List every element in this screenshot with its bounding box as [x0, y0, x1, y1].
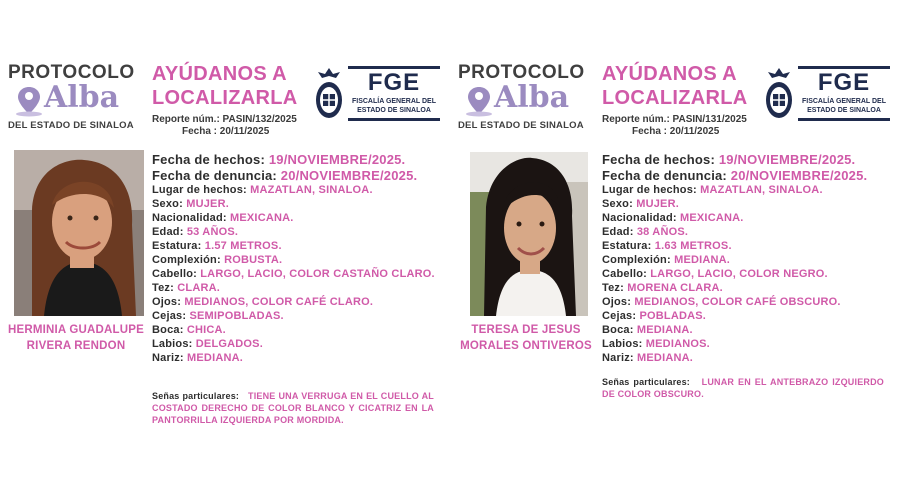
field-tez: Tez: CLARA. — [152, 282, 221, 294]
report-number: Reporte núm.: PASIN/132/2025 — [152, 114, 297, 125]
field-lugar: Lugar de hechos: MAZATLAN, SINALOA. — [602, 184, 823, 196]
field-complexion: Complexión: ROBUSTA. — [152, 254, 283, 266]
field-ojos: Ojos: MEDIANOS, COLOR CAFÉ OBSCURO. — [602, 296, 841, 308]
logo-subtitle: DEL ESTADO DE SINALOA — [458, 120, 584, 131]
title-line-1: AYÚDANOS A — [152, 63, 287, 85]
logo-protocolo-text: PROTOCOLO — [8, 62, 135, 83]
field-cejas: Cejas: POBLADAS. — [602, 310, 707, 322]
report-info — [152, 114, 312, 138]
person-details — [602, 152, 892, 365]
logo-subtitle: DEL ESTADO DE SINALOA — [8, 120, 134, 131]
report-info — [602, 114, 762, 138]
field-fecha-denuncia: Fecha de denuncia: 20/NOVIEMBRE/2025. — [152, 167, 418, 183]
fge-subtitle: FISCALÍA GENERAL DEL ESTADO DE SINALOA — [351, 98, 436, 114]
field-fecha-hechos: Fecha de hechos: 19/NOVIEMBRE/2025. — [152, 152, 406, 167]
field-sexo: Sexo: MUJER. — [602, 198, 679, 210]
field-estatura: Estatura: 1.57 METROS. — [152, 240, 282, 252]
person-name: HERMINIA GUADALUPE RIVERA RENDON — [7, 324, 145, 352]
field-edad: Edad: 38 AÑOS. — [602, 226, 689, 238]
field-estatura: Estatura: 1.63 METROS. — [602, 240, 732, 252]
logo-alba-text: Alba — [44, 80, 120, 115]
missing-person-card-2 — [456, 60, 896, 460]
report-date: Fecha : 20/11/2025 — [632, 126, 720, 137]
location-pin-icon — [462, 84, 496, 118]
fge-logo — [348, 66, 440, 124]
fge-title: FGE — [367, 69, 421, 96]
report-number: Reporte núm.: PASIN/131/2025 — [602, 114, 747, 125]
person-details — [152, 152, 442, 365]
field-ojos: Ojos: MEDIANOS, COLOR CAFÉ CLARO. — [152, 296, 374, 308]
senas-particulares: Señas particulares: TIENE UNA VERRUGA EN EL CUELLO AL COSTADO DERECHO DE COLOR BLANCO Y CICATRIZ EN LA PANTORRILLA IZQUIERDA POR MORDIDA. — [152, 391, 434, 425]
field-fecha-denuncia: Fecha de denuncia: 20/NOVIEMBRE/2025. — [602, 167, 868, 183]
senas-particulares: Señas particulares: LUNAR EN EL ANTEBRAZO IZQUIERDO DE COLOR OBSCURO. — [602, 377, 884, 399]
title-line-2: LOCALIZARLA — [152, 87, 298, 109]
field-edad: Edad: 53 AÑOS. — [152, 226, 239, 238]
person-photo — [470, 152, 588, 316]
title-line-1: AYÚDANOS A — [602, 63, 737, 85]
protocolo-alba-logo — [456, 62, 596, 132]
field-nacionalidad: Nacionalidad: MEXICANA. — [152, 212, 294, 224]
state-seal-icon — [764, 66, 794, 124]
field-cabello: Cabello: LARGO, LACIO, COLOR CASTAÑO CLARO. — [152, 268, 435, 280]
field-nacionalidad: Nacionalidad: MEXICANA. — [602, 212, 744, 224]
logo-protocolo-text: PROTOCOLO — [458, 62, 585, 83]
field-fecha-hechos: Fecha de hechos: 19/NOVIEMBRE/2025. — [602, 152, 856, 167]
person-photo — [14, 150, 144, 316]
field-labios: Labios: DELGADOS. — [152, 338, 263, 350]
fge-logo — [798, 66, 890, 124]
field-tez: Tez: MORENA CLARA. — [602, 282, 723, 294]
field-boca: Boca: MEDIANA. — [602, 324, 693, 336]
missing-person-card-1 — [6, 60, 446, 460]
field-nariz: Nariz: MEDIANA. — [152, 352, 244, 364]
report-date: Fecha : 20/11/2025 — [182, 126, 270, 137]
field-cabello: Cabello: LARGO, LACIO, COLOR NEGRO. — [602, 268, 828, 280]
title-block — [152, 62, 312, 138]
logo-alba-text: Alba — [494, 80, 570, 115]
field-cejas: Cejas: SEMIPOBLADAS. — [152, 310, 284, 322]
fge-title: FGE — [817, 69, 871, 96]
fge-subtitle: FISCALÍA GENERAL DEL ESTADO DE SINALOA — [801, 98, 886, 114]
state-seal-icon — [314, 66, 344, 124]
protocolo-alba-logo — [6, 62, 146, 132]
field-nariz: Nariz: MEDIANA. — [602, 352, 694, 364]
field-labios: Labios: MEDIANOS. — [602, 338, 710, 350]
field-complexion: Complexión: MEDIANA. — [602, 254, 731, 266]
field-boca: Boca: CHICA. — [152, 324, 226, 336]
field-sexo: Sexo: MUJER. — [152, 198, 229, 210]
field-lugar: Lugar de hechos: MAZATLAN, SINALOA. — [152, 184, 373, 196]
person-name: TERESA DE JESUS MORALES ONTIVEROS — [460, 324, 592, 352]
location-pin-icon — [12, 84, 46, 118]
title-block — [602, 62, 762, 138]
title-line-2: LOCALIZARLA — [602, 87, 748, 109]
